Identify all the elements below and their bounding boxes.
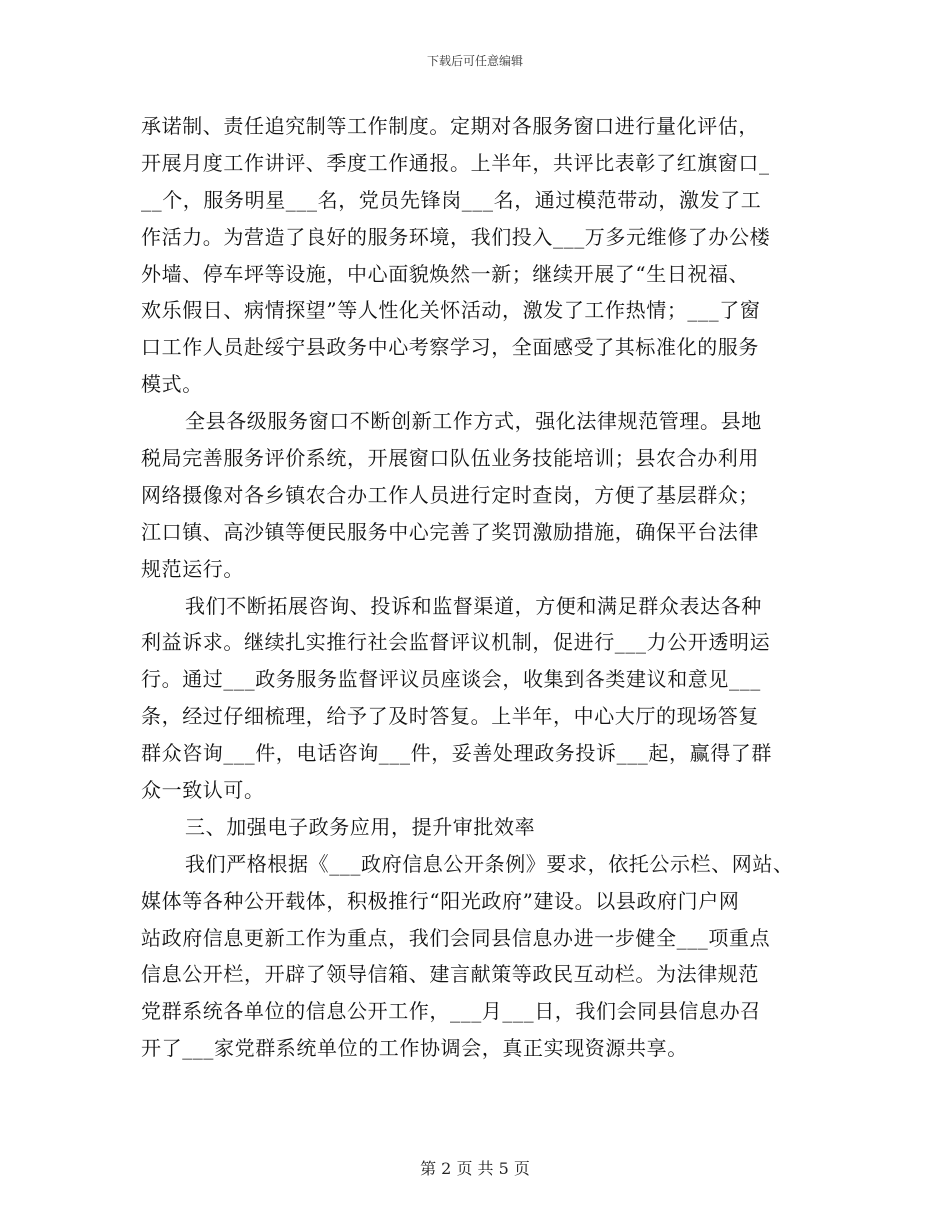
text-line: 行。通过___政务服务监督评议员座谈会，收集到各类建议和意见___ (141, 667, 761, 692)
page-footer: 第 2 页 共 5 页 (420, 1159, 530, 1178)
text-line: 网络摄像对各乡镇农合办工作人员进行定时查岗，方便了基层群众； (141, 482, 759, 507)
section-heading: 三、加强电子政务应用，提升审批效率 (185, 814, 536, 839)
text-line: 承诺制、责任追究制等工作制度。定期对各服务窗口进行量化评估， (141, 114, 759, 138)
text-line: 江口镇、高沙镇等便民服务中心完善了奖罚激励措施，确保平台法律 (141, 519, 759, 544)
text-line: 开展月度工作讲评、季度工作通报。上半年，共评比表彰了红旗窗口_ (141, 150, 770, 175)
text-line: 欢乐假日、病情探望”等人性化关怀活动，激发了工作热情；___了窗 (141, 298, 761, 323)
text-line: __个，服务明星___名，党员先锋岗___名，通过模范带动，激发了工 (141, 187, 762, 212)
text-line: 站政府信息更新工作为重点，我们会同县信息办进一步健全___项重点 (141, 925, 771, 950)
text-line: 利益诉求。继续扎实推行社会监督评议机制，促进行___力公开透明运 (141, 630, 771, 655)
text-line: 外墙、停车坪等设施，中心面貌焕然一新；继续开展了“生日祝福、 (141, 261, 750, 286)
text-line: 全县各级服务窗口不断创新工作方式，强化法律规范管理。县地 (185, 409, 762, 434)
text-line: 信息公开栏，开辟了领导信箱、建言献策等政民互动栏。为法律规范 (141, 962, 759, 987)
text-line: 开了___家党群系统单位的工作协调会，真正实现资源共享。 (141, 1036, 688, 1061)
text-line: 媒体等各种公开载体，积极推行“阳光政府”建设。以县政府门户网 (141, 888, 740, 913)
text-line: 税局完善服务评价系统，开展窗口队伍业务技能培训；县农合办利用 (141, 446, 759, 471)
text-line: 党群系统各单位的信息公开工作，___月___日，我们会同县信息办召 (141, 999, 761, 1024)
text-line: 群众咨询___件，电话咨询___件，妥善处理政务投诉___起，赢得了群 (141, 741, 772, 766)
text-line: 规范运行。 (141, 556, 244, 581)
page-header: 下载后可任意编辑 (426, 54, 523, 68)
document-body (141, 108, 841, 1067)
text-line: 口工作人员赴绥宁县政务中心考察学习，全面感受了其标准化的服务 (141, 335, 759, 360)
text-line: 模式。 (141, 372, 203, 397)
text-line: 众一致认可。 (141, 778, 265, 803)
text-line: 作活力。为营造了良好的服务环境，我们投入___万多元维修了办公楼 (141, 224, 771, 249)
text-line: 条，经过仔细梳理，给予了及时答复。上半年，中心大厅的现场答复 (141, 704, 759, 729)
text-line: 我们不断拓展咨询、投诉和监督渠道，方便和满足群众表达各种 (185, 593, 762, 618)
text-line: 我们严格根据《___政府信息公开条例》要求，依托公示栏、网站、 (185, 851, 794, 876)
